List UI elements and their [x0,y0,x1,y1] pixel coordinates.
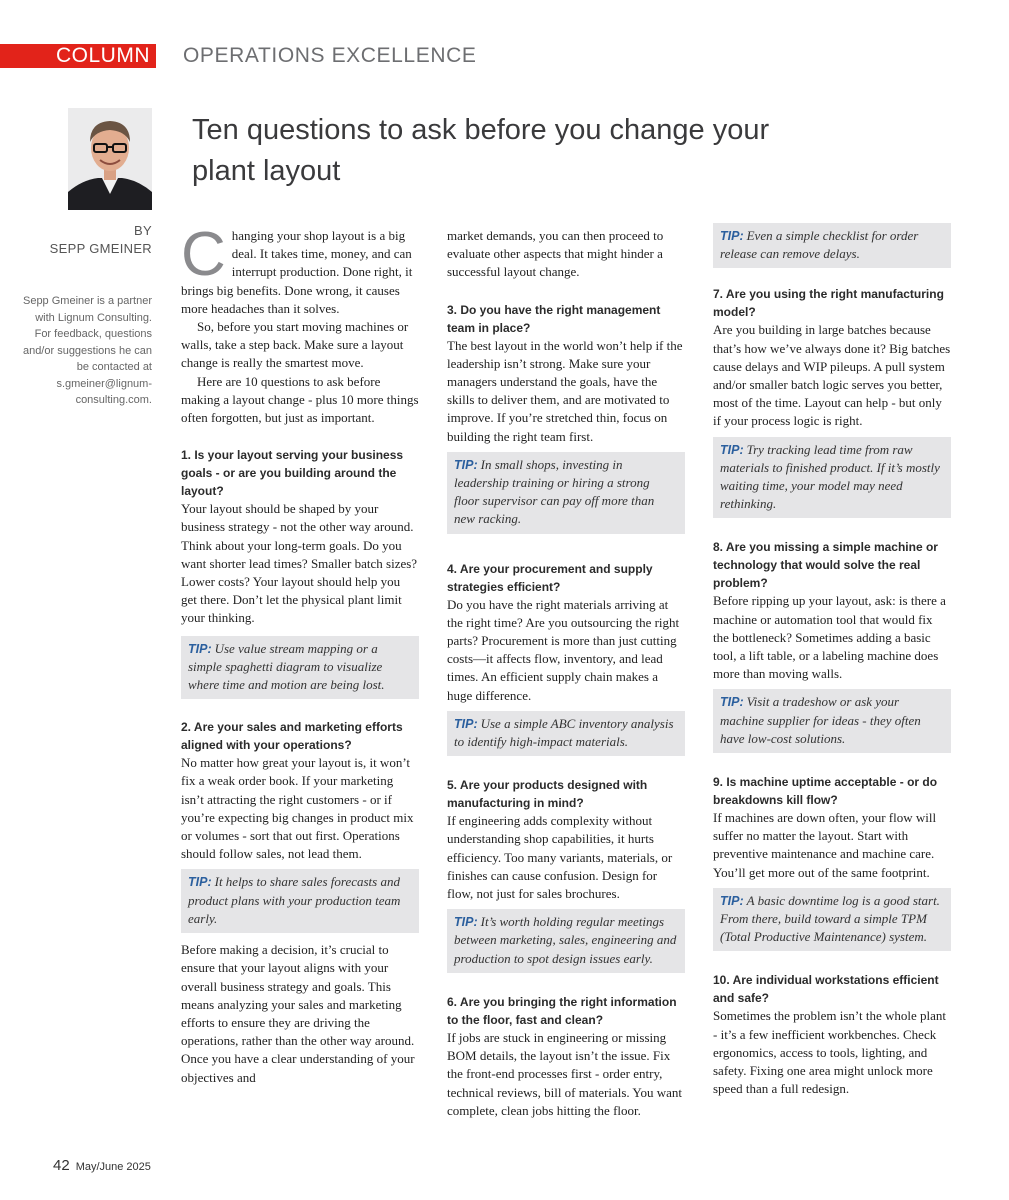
tip-label: TIP: [720,229,744,243]
byline-by: BY [134,223,152,238]
tip-box-1 [181,636,419,700]
question-body-8: Before ripping up your layout, ask: is there a machine or automation tool that would fix the bottleneck? Sometimes adding a basic tool, a lift table, or a labeling machine does more than moving walls. [713,593,946,682]
question-heading-1: 1. Is your layout serving your business goals - or are you building around the layout? [181,448,404,499]
article-column-1 [181,220,419,1087]
tip-box-8 [713,689,951,753]
column-2-continuation: market demands, you can then proceed to evaluate other aspects that might hinder a successful layout change. [447,228,664,280]
article-title: Ten questions to ask before you change your plant layout [192,114,770,187]
intro-paragraph-3: Here are 10 questions to ask before making a layout change - plus 10 more things often forgotten, but just as important. [181,373,419,426]
question-heading-2: 2. Are your sales and marketing efforts aligned with your operations? [181,720,403,753]
section-label: OPERATIONS EXCELLENCE [183,44,477,67]
tip-text-7: Try tracking lead time from raw materials to finished product. If it’s mostly waiting time, your model may need rethinking. [720,441,940,512]
page-footer [53,1157,151,1175]
tip-text-4: Use a simple ABC inventory analysis to identify high-impact materials. [454,715,674,750]
page-number: 42 [53,1157,70,1174]
byline [20,222,152,258]
tip-label: TIP: [454,716,478,731]
article-column-3 [713,227,951,1099]
author-bio: Sepp Gmeiner is a partner with Lignum Consulting. For feedback, questions and/or suggestions he can be contacted at s.gmeiner@lignum-consulting.com. [22,295,152,406]
question-heading-9: 9. Is machine uptime acceptable - or do breakdowns kill flow? [713,775,938,808]
tip-box-5 [447,909,685,973]
intro-paragraph-2: So, before you start moving machines or walls, take a step back. Make sure a layout change is really the smartest move. [181,319,409,371]
author-photo [68,108,152,210]
tip-label: TIP: [188,641,212,656]
tip-box-4 [447,711,685,756]
question-body-4: Do you have the right materials arriving at the right time? Are you outsourcing the right parts? Procurement is more than just cutting costs—it affects flow, inventory, and lead times. An efficient supply chain makes a huge difference. [447,596,680,703]
author-name: SEPP GMEINER [49,241,152,256]
tip-label: TIP: [454,457,478,472]
question-body-5: If engineering adds complexity without understanding shop capabilities, it hurts efficiency. Too many variants, materials, or finishes can cause confusion. Design for flow, not just for sales brochures. [447,813,673,902]
article-column-2 [447,227,685,1120]
tip-box-2 [181,869,419,933]
issue-date: May/June 2025 [75,1161,151,1173]
question-body-10: Sometimes the problem isn’t the whole plant - it’s a few inefficient workbenches. Check ergonomics, access to tools, lighting, and safety. Fixing one area might unlock more speed than a full redesign. [713,1008,947,1097]
tip-label: TIP: [454,915,478,930]
tip-box-3 [447,452,685,534]
after-question-2-paragraph: Before making a decision, it’s crucial to ensure that your layout aligns with your overall business strategy and goals. This means analyzing your sales and marketing efforts to ensure they are driving the operations, rather than the other way around. Once you have a clear understanding of your objectives and [181,942,415,1085]
tip-label: TIP: [720,695,744,710]
question-heading-10: 10. Are individual workstations efficient and safe? [713,973,939,1006]
tip-label: TIP: [188,875,212,890]
tip-text-8: Visit a tradeshow or ask your machine supplier for ideas - they often have low-cost solutions. [720,694,921,746]
tip-text-9: A basic downtime log is a good start. From there, build toward a simple TPM (Total Productive Maintenance) system. [720,892,940,945]
question-heading-4: 4. Are your procurement and supply strategies efficient? [447,561,653,594]
question-body-2: No matter how great your layout is, it won’t fix a weak order book. If your marketing isn’t attracting the right customers - or if you’re expecting big changes in product mix or volumes - sort that out first. Operations should follow sales, not lead them. [181,755,414,862]
question-heading-8: 8. Are you missing a simple machine or technology that would solve the real problem? [713,540,938,591]
intro-paragraph-1 [181,220,419,318]
question-body-1: Your layout should be shaped by your business strategy - not the other way around. Think about your long-term goals. Do you want shorter lead times? Smaller batch sizes? Lower costs? Your layout should help you get there. Don’t let the physical plant limit your thinking. [181,501,418,626]
question-heading-5: 5. Are your products designed with manufacturing in mind? [447,778,648,811]
tip-box-9 [713,888,951,952]
tip-text-1: Use value stream mapping or a simple spaghetti diagram to visualize where time and motion are being lost. [188,640,385,693]
question-heading-3: 3. Do you have the right management team in place? [447,302,661,335]
question-body-3: The best layout in the world won’t help if the leadership isn’t strong. Make sure your managers understand the goals, have the skills to deliver them, and are motivated to improve. If you’re stretched thin, focus on building the right team first. [447,337,683,444]
column-badge: COLUMN [0,44,156,68]
question-body-6: If jobs are stuck in engineering or missing BOM details, the layout isn’t the issue. Fix the front-end processes first - order entry, technical reviews, bill of materials. You want complete, clean jobs hitting the floor. [447,1029,683,1118]
tip-box-7 [713,437,951,519]
tip-text-3: In small shops, investing in leadership training or hiring a strong floor supervisor can pay off more than new racking. [454,456,655,527]
intro-paragraph-1-text: hanging your shop layout is a big deal. It takes time, money, and can interrupt production. Done right, it brings big benefits. Done wrong, it causes more headaches than it solves. [181,228,413,316]
tip-text-6: Even a simple checklist for order release can remove delays. [720,228,919,262]
question-body-9: If machines are down often, your flow will suffer no matter the layout. Start with preventive maintenance and machine care. You’ll get more out of the same footprint. [713,810,937,880]
question-body-7: Are you building in large batches because that’s how we’ve always done it? Big batches cause delays and WIP pileups. A pull system and/or smaller batch logic serves you better, most of the time. Layout can help - but only if your process logic is right. [713,322,951,429]
tip-text-2: It helps to share sales forecasts and product plans with your production team early. [188,874,401,926]
question-heading-7: 7. Are you using the right manufacturing model? [713,287,944,320]
question-heading-6: 6. Are you bringing the right information to the floor, fast and clean? [447,994,677,1027]
drop-cap: C [181,220,226,289]
tip-box-6 [713,223,951,268]
tip-label: TIP: [720,442,744,457]
tip-label: TIP: [720,893,744,908]
tip-text-5: It’s worth holding regular meetings between marketing, sales, engineering and production to spot design issues early. [454,914,677,966]
